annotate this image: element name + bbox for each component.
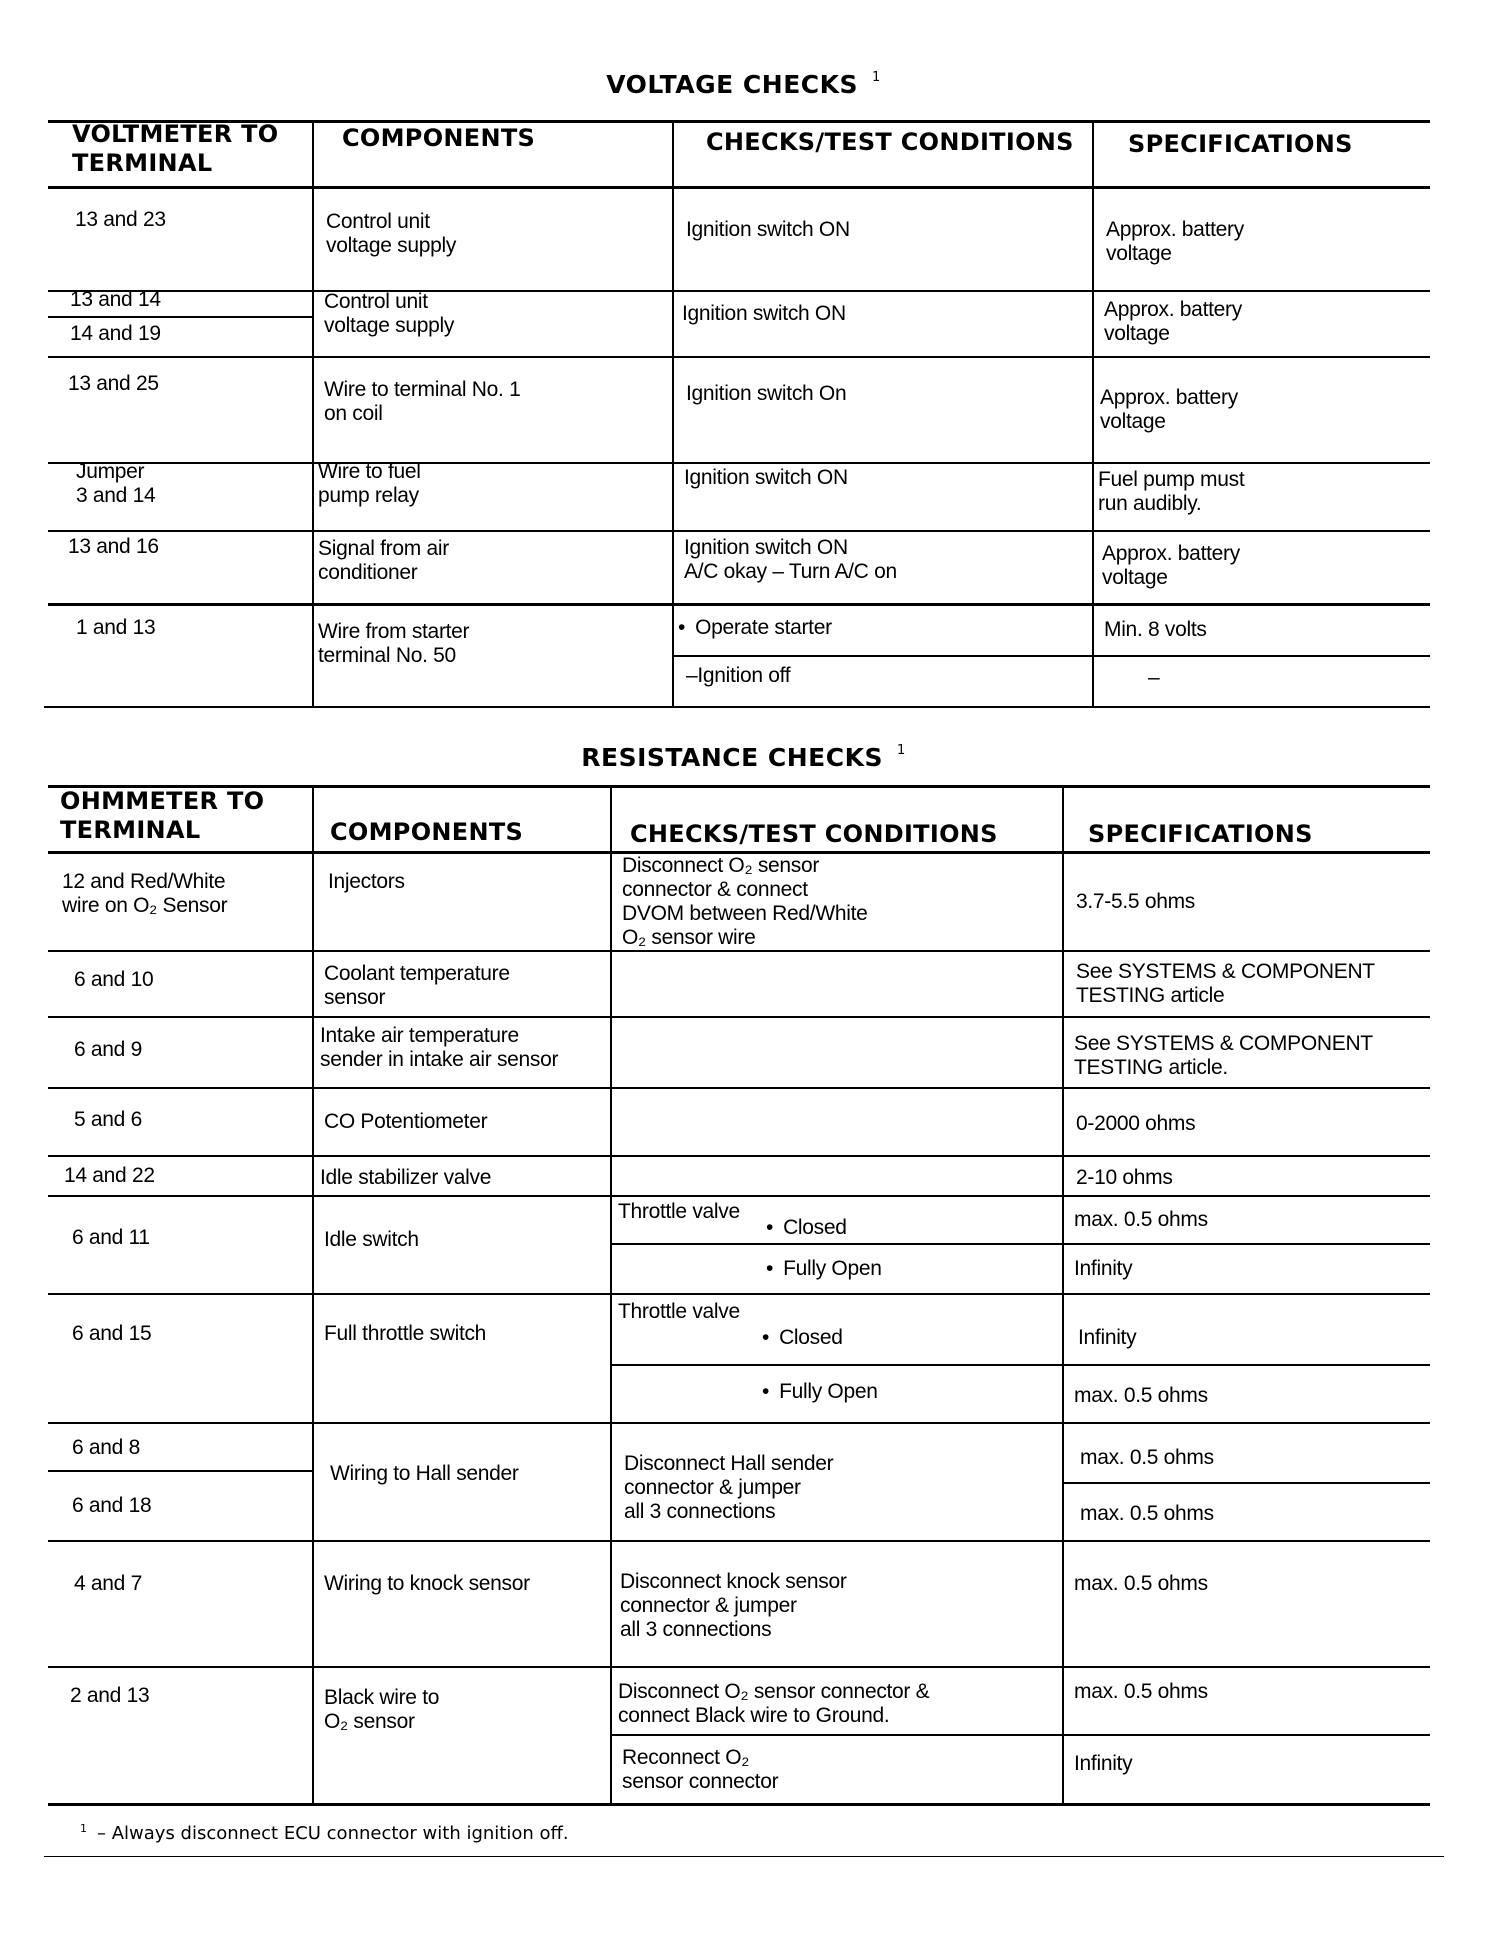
resistance-row-2-component: Coolant temperature sensor — [324, 962, 510, 1009]
voltage-row-1-terminal: 13 and 23 — [75, 208, 166, 231]
resistance-row-9-spec: max. 0.5 ohms — [1074, 1572, 1208, 1595]
voltage-row-1-check: Ignition switch ON — [686, 218, 850, 241]
resistance-row-10-terminal: 2 and 13 — [70, 1684, 150, 1707]
voltage-row-4-terminal: Jumper 3 and 14 — [76, 460, 156, 507]
resistance-row-1-spec: 3.7-5.5 ohms — [1076, 890, 1195, 913]
resistance-row-8-terminal: 6 and 8 — [72, 1436, 140, 1459]
resistance-row-10-spec: max. 0.5 ohms — [1074, 1680, 1208, 1703]
voltage-row-1-spec: Approx. battery voltage — [1106, 218, 1244, 265]
resistance-row-5-spec: 2-10 ohms — [1076, 1166, 1173, 1189]
resistance-row-7-terminal: 6 and 15 — [72, 1322, 152, 1345]
voltage-row-2-terminal: 13 and 14 — [70, 288, 161, 311]
resistance-row-1-terminal: 12 and Red/White wire on O₂ Sensor — [62, 870, 228, 917]
resistance-row-10-check-b: Reconnect O₂ sensor connector — [622, 1746, 779, 1793]
resistance-row-10-check: Disconnect O₂ sensor connector & connect Black wire to Ground. — [618, 1680, 930, 1727]
voltage-header-checks: CHECKS/TEST CONDITIONS — [706, 128, 1074, 156]
resistance-row-1-check: Disconnect O₂ sensor connector & connect DVOM between Red/White O₂ sensor wire — [622, 854, 868, 949]
resistance-row-7-check-b: • Fully Open — [762, 1380, 878, 1404]
voltage-row-6-check: • Operate starter — [678, 616, 832, 640]
resistance-row-1-component: Injectors — [328, 870, 405, 893]
voltage-title-footnote-mark: 1 — [872, 70, 881, 85]
voltage-row-6-check-b: –Ignition off — [686, 664, 791, 687]
resistance-row-8-spec-b: max. 0.5 ohms — [1080, 1502, 1214, 1525]
voltage-row-4-component: Wire to fuel pump relay — [318, 460, 421, 507]
resistance-row-6-terminal: 6 and 11 — [72, 1226, 150, 1249]
resistance-row-4-component: CO Potentiometer — [324, 1110, 488, 1133]
resistance-title-text: RESISTANCE CHECKS — [581, 743, 883, 772]
resistance-row-9-component: Wiring to knock sensor — [324, 1572, 530, 1595]
voltage-row-6-terminal: 1 and 13 — [76, 616, 156, 639]
resistance-row-7-component: Full throttle switch — [324, 1322, 487, 1345]
voltage-row-6-spec: Min. 8 volts — [1104, 618, 1207, 641]
resistance-row-5-terminal: 14 and 22 — [64, 1164, 155, 1187]
voltage-row-6-component: Wire from starter terminal No. 50 — [318, 620, 470, 667]
voltage-row-5-terminal: 13 and 16 — [68, 535, 159, 558]
voltage-row-6-spec-b: – — [1148, 666, 1160, 689]
page-bottom-rule — [44, 1856, 1444, 1857]
resistance-row-3-terminal: 6 and 9 — [74, 1038, 142, 1061]
resistance-row-6-spec-b: Infinity — [1074, 1257, 1133, 1280]
voltage-row-2-spec: Approx. battery voltage — [1104, 298, 1242, 345]
resistance-row-6-check-b: • Fully Open — [766, 1257, 882, 1281]
voltage-row-3-spec: Approx. battery voltage — [1100, 386, 1238, 433]
resistance-header-components: COMPONENTS — [330, 818, 524, 846]
voltage-row-2-check: Ignition switch ON — [682, 302, 846, 325]
resistance-row-5-component: Idle stabilizer valve — [320, 1166, 492, 1189]
voltage-header-terminal: VOLTMETER TO TERMINAL — [72, 120, 279, 177]
voltage-row-5-spec: Approx. battery voltage — [1102, 542, 1240, 589]
voltage-header-specs: SPECIFICATIONS — [1128, 130, 1353, 158]
resistance-row-6-component: Idle switch — [324, 1228, 419, 1251]
resistance-row-3-spec: See SYSTEMS & COMPONENT TESTING article. — [1074, 1032, 1373, 1079]
voltage-row-5-check: Ignition switch ON A/C okay – Turn A/C on — [684, 536, 897, 583]
resistance-row-9-check: Disconnect knock sensor connector & jumper all 3 connections — [620, 1570, 847, 1641]
voltage-row-5-component: Signal from air conditioner — [318, 537, 449, 584]
voltage-row-4-spec: Fuel pump must run audibly. — [1098, 468, 1245, 515]
resistance-row-6-check-label: Throttle valve — [618, 1200, 740, 1223]
resistance-row-8-check: Disconnect Hall sender connector & jumper all 3 connections — [624, 1452, 834, 1523]
resistance-header-checks: CHECKS/TEST CONDITIONS — [630, 820, 998, 848]
resistance-row-4-spec: 0-2000 ohms — [1076, 1112, 1196, 1135]
resistance-row-8-spec: max. 0.5 ohms — [1080, 1446, 1214, 1469]
resistance-row-8-component: Wiring to Hall sender — [330, 1462, 519, 1485]
resistance-row-6-spec: max. 0.5 ohms — [1074, 1208, 1208, 1231]
voltage-header-components: COMPONENTS — [342, 124, 536, 152]
resistance-row-6-check: • Closed — [766, 1216, 847, 1240]
resistance-row-2-spec: See SYSTEMS & COMPONENT TESTING article — [1076, 960, 1375, 1007]
resistance-row-2-terminal: 6 and 10 — [74, 968, 154, 991]
voltage-row-2-terminal-b: 14 and 19 — [70, 322, 161, 345]
resistance-row-9-terminal: 4 and 7 — [74, 1572, 142, 1595]
footnote — [80, 1822, 569, 1844]
resistance-title-footnote-mark: 1 — [896, 743, 906, 758]
resistance-row-3-component: Intake air temperature sender in intake air sensor — [320, 1024, 559, 1071]
resistance-row-10-spec-b: Infinity — [1074, 1752, 1133, 1775]
voltage-row-3-check: Ignition switch On — [686, 382, 847, 405]
voltage-checks-title — [0, 70, 1487, 99]
resistance-row-7-check-label: Throttle valve — [618, 1300, 740, 1323]
resistance-header-terminal: OHMMETER TO TERMINAL — [60, 787, 265, 844]
voltage-row-4-check: Ignition switch ON — [684, 466, 848, 489]
resistance-row-7-spec: Infinity — [1078, 1326, 1137, 1349]
voltage-row-1-component: Control unit voltage supply — [326, 210, 457, 257]
resistance-row-7-spec-b: max. 0.5 ohms — [1074, 1384, 1208, 1407]
voltage-row-2-component: Control unit voltage supply — [324, 290, 455, 337]
resistance-row-8-terminal-b: 6 and 18 — [72, 1494, 152, 1517]
resistance-header-specs: SPECIFICATIONS — [1088, 820, 1313, 848]
resistance-row-4-terminal: 5 and 6 — [74, 1108, 142, 1131]
resistance-row-7-check: • Closed — [762, 1326, 843, 1350]
voltage-row-3-terminal: 13 and 25 — [68, 372, 159, 395]
resistance-checks-title — [0, 743, 1487, 772]
voltage-title-text: VOLTAGE CHECKS — [606, 70, 858, 99]
footnote-mark: 1 — [80, 1822, 87, 1835]
resistance-row-10-component: Black wire to O₂ sensor — [324, 1686, 440, 1733]
voltage-row-3-component: Wire to terminal No. 1 on coil — [324, 378, 521, 425]
footnote-text: – Always disconnect ECU connector with ignition off. — [97, 1823, 569, 1844]
